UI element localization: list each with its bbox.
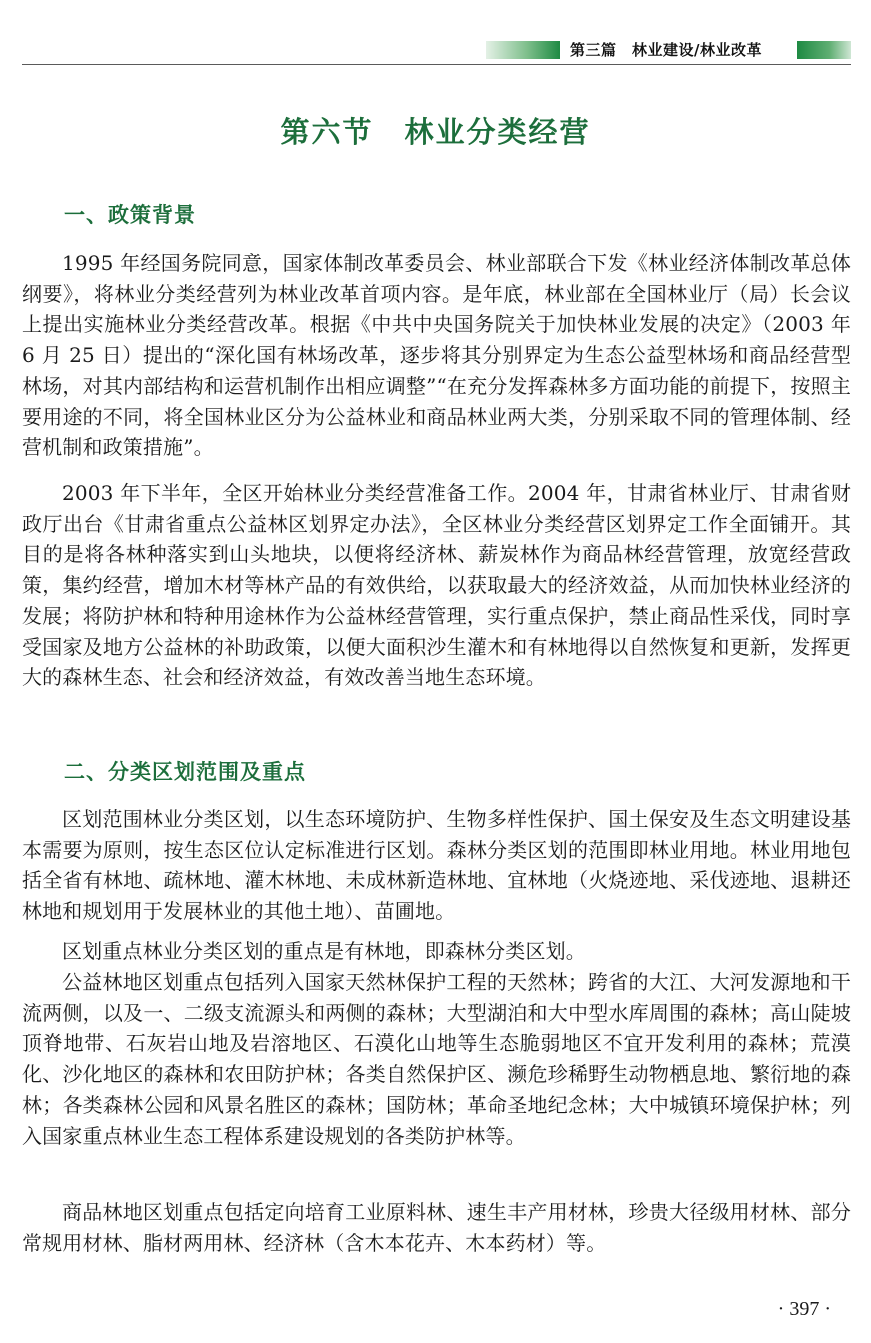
heading-zoning-scope: 二、分类区划范围及重点 — [64, 760, 306, 784]
running-head-text: 第三篇 林业建设/林业改革 — [570, 41, 762, 59]
paragraph: 区划重点林业分类区划的重点是有林地，即森林分类区划。 — [62, 939, 586, 963]
page-number: · 397 · — [777, 1298, 831, 1320]
header-decoration-left — [486, 41, 560, 59]
heading-policy-background: 一、政策背景 — [64, 203, 196, 227]
running-header — [22, 38, 851, 65]
header-decoration-right — [797, 41, 851, 59]
paragraph: 区划范围林业分类区划，以生态环境防护、生物多样性保护、国土保安及生态文明建设基本需要为原则，按生态区位认定标准进行区划。森林分类区划的范围即林业用地。林业用地包括全省有林地、疏林地、灌木林地、未成林新造林地、宜林地（火烧迹地、采伐迹地、退耕还林地和规划用于发展林业的其他土地）、苗圃地。 — [22, 807, 851, 924]
paragraph: 2003 年下半年，全区开始林业分类经营准备工作。2004 年，甘肃省林业厅、甘肃省财政厅出台《甘肃省重点公益林区划界定办法》，全区林业分类经营区划界定工作全面铺开。其目的是将各林种落实到山头地块，以便将经济林、薪炭林作为商品林经营管理，放宽经营政策，集约经营，增加木材等林产品的有效供给，以获取最大的经济效益，从而加快林业经济的发展；将防护林和特种用途林作为公益林经营管理，实行重点保护，禁止商品性采伐，同时享受国家及地方公益林的补助政策，以便大面积沙生灌木和有林地得以自然恢复和更新，发挥更大的森林生态、社会和经济效益，有效改善当地生态环境。 — [22, 481, 851, 690]
section-title: 第六节 林业分类经营 — [280, 115, 591, 149]
paragraph: 商品林地区划重点包括定向培育工业原料林、速生丰产用材林，珍贵大径级用材林、部分常规用材林、脂材两用林、经济林（含木本花卉、木本药材）等。 — [22, 1200, 851, 1255]
paragraph: 公益林地区划重点包括列入国家天然林保护工程的天然林；跨省的大江、大河发源地和干流两侧，以及一、二级支流源头和两侧的森林；大型湖泊和大中型水库周围的森林；高山陡坡顶脊地带、石灰岩山地及岩溶地区、石漠化山地等生态脆弱地区不宜开发利用的森林；荒漠化、沙化地区的森林和农田防护林；各类自然保护区、濒危珍稀野生动物栖息地、繁衍地的森林；各类森林公园和风景名胜区的森林；国防林；革命圣地纪念林；大中城镇环境保护林；列入国家重点林业生态工程体系建设规划的各类防护林等。 — [22, 970, 851, 1148]
paragraph: 1995 年经国务院同意，国家体制改革委员会、林业部联合下发《林业经济体制改革总体纲要》，将林业分类经营列为林业改革首项内容。是年底，林业部在全国林业厅（局）长会议上提出实施林业分类经营改革。根据《中共中央国务院关于加快林业发展的决定》（2003 年 6 月 25 日）提出的“深化国有林场改革，逐步将其分别界定为生态公益型林场和商品经营型林场，对其内部结构和运营机制作出相应调整”“在充分发挥森林多方面功能的前提下，按照主要用途的不同，将全国林业区分为公益林业和商品林业两大类，分别采取不同的管理体制、经营机制和政策措施”。 — [22, 251, 851, 460]
